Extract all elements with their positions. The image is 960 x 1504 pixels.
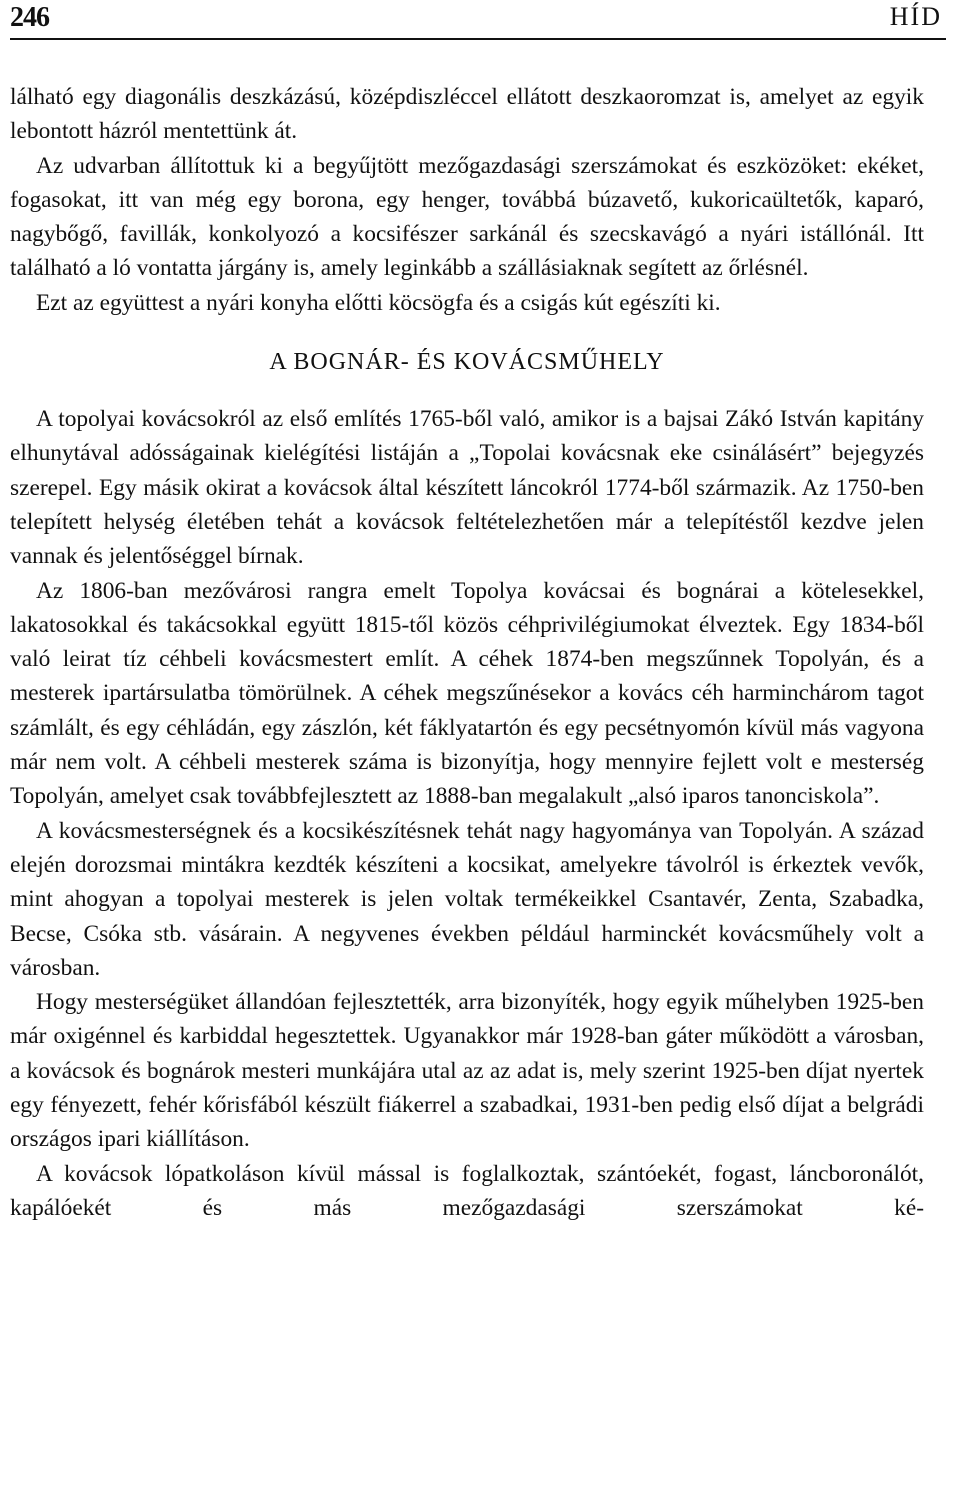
running-head — [10, 0, 942, 44]
paragraph-continued: lálható egy diagonális deszkázású, középdiszléccel ellátott deszkaoromzat is, amelyet az egyik lebontott házról mentettünk át. — [10, 84, 924, 145]
paragraph: A kovácsok lópatkoláson kívül mással is foglalkoztak, szántóekét, fogast, láncboronálót, kapálóekét és más mezőgazdasági szerszámokat ké- — [10, 1160, 924, 1221]
body-text — [10, 80, 924, 1225]
section-heading: A BOGNÁR- ÉS KOVÁCSMŰHELY — [269, 349, 665, 376]
paragraph: A topolyai kovácsokról az első említés 1765-ből való, amikor is a bajsai Zákó István kapitány elhunytával adósságainak kielégítési listáján a „Topolai kovácsnak eke csinálásért” bejegyzés szerepel. Egy másik okirat a kovácsok által készített láncokról 1774-ből származik. Az 1750-ben telepített helység életében tehát a kovácsok feltételezhetően már a telepítéstől kezdve jelen vannak és jelentőséggel bírnak. — [10, 406, 924, 570]
paragraph: Az udvarban állítottuk ki a begyűjtött mezőgazdasági szerszámokat és eszközöket: ekéket, fogasokat, itt van még egy borona, egy henger, továbbá búzavető, kukoricaültetők, kaparó, nagybőgő, favillák, konkolyozó a kocsifészer sarkánál és szecskavágó a nyári istállónál. Itt található a ló vontatta járgány is, amely leginkább a szállásiaknak segített az őrlésnél. — [10, 152, 924, 282]
paragraph: Az 1806-ban mezővárosi rangra emelt Topolya kovácsai és bognárai a kötelesekkel, lakatosokkal és takácsokkal együtt 1815-től közös céhprivilégiumokat élveztek. Egy 1834-ből való leirat tíz céhbeli kovácsmestert említ. A céhek 1874-ben megszűnnek Topolyán, és a mesterek ipartársulatba tömörülnek. A céhek megszűnésekor a kovács céh harminchárom tagot számlált, és egy céhládán, egy zászlón, két fáklyatartón és egy pecsétnyomón kívül más vagyona már nem volt. A céhbeli mesterek száma is bizonyítja, hogy mennyire fejlett volt e mesterség Topolyán, amelyet csak továbbfejlesztett az 1888-ban megalakult „alsó iparos tanonciskola”. — [10, 577, 924, 810]
paragraph: Ezt az együttest a nyári konyha előtti köcsögfa és a csigás kút egészíti ki. — [36, 289, 721, 316]
running-title: HÍD — [889, 2, 942, 31]
header-rule — [10, 38, 946, 40]
page-number: 246 — [10, 2, 49, 33]
paragraph: A kovácsmesterségnek és a kocsikészítésnek tehát nagy hagyománya van Topolyán. A század elején dorozsmai mintákra kezdték készíteni a kocsikat, amelyekre távolról is érkeztek vevők, mint ahogyan a topolyai mesterek is jelen voltak termékeikkel Csantavér, Zenta, Szabadka, Becse, Csóka stb. vásárain. A negyvenes években például harminckét kovácsműhely volt a városban. — [10, 817, 924, 981]
paragraph: Hogy mesterségüket állandóan fejlesztették, arra bizonyíték, hogy egyik műhelyben 1925-ben már oxigénnel és karbiddal hegesztettek. Ugyanakkor már 1928-ban gáter működött a városban, a kovácsok és bognárok mesteri munkájára utal az az adat is, mely szerint 1925-ben díjat nyertek egy fényezett, fehér kőrisfából készült fiákerrel a szabadkai, 1931-ben pedig első díjat a belgrádi országos ipari kiállításon. — [10, 989, 924, 1153]
